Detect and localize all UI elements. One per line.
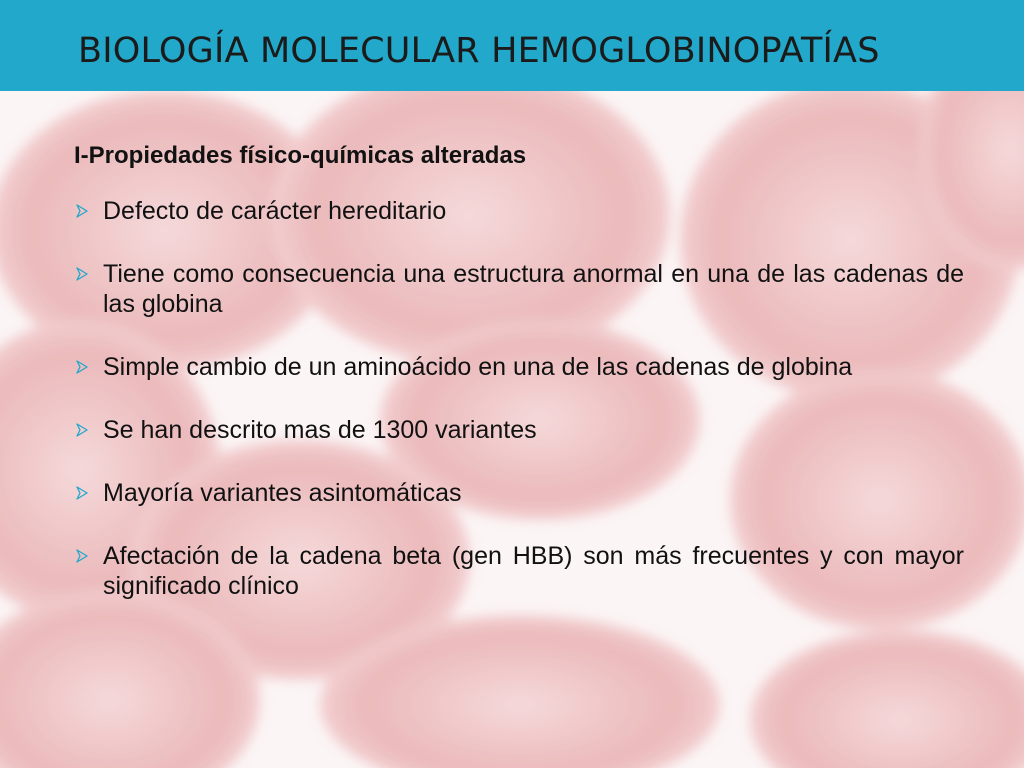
bullet-list (74, 196, 964, 601)
bullet-text: Simple cambio de un aminoácido en una de las cadenas de globina (103, 353, 853, 381)
title-bar (0, 0, 1024, 91)
bullet-item (74, 541, 964, 601)
bullet-item (74, 259, 964, 319)
chevron-right-outline-icon (76, 486, 88, 500)
chevron-right-outline-icon (76, 204, 88, 218)
section-heading: I-Propiedades físico-químicas alteradas (74, 142, 527, 169)
bullet-text: Defecto de carácter hereditario (103, 197, 447, 225)
bullet-text: Se han descrito mas de 1300 variantes (103, 416, 537, 444)
slide-content (74, 136, 964, 634)
bullet-item (74, 478, 964, 508)
chevron-right-outline-icon (76, 360, 88, 374)
bullet-text: Afectación de la cadena beta (gen HBB) son más frecuentes y con mayor significado clínico (103, 542, 964, 600)
bullet-item (74, 196, 964, 226)
bullet-item (74, 352, 964, 382)
chevron-right-outline-icon (76, 423, 88, 437)
bullet-text: Mayoría variantes asintomáticas (103, 479, 462, 507)
chevron-right-outline-icon (76, 549, 88, 563)
slide-title: BIOLOGÍA MOLECULAR HEMOGLOBINOPATÍAS (78, 31, 880, 71)
bullet-item (74, 415, 964, 445)
bullet-text: Tiene como consecuencia una estructura anormal en una de las cadenas de las globina (103, 260, 964, 318)
chevron-right-outline-icon (76, 267, 88, 281)
